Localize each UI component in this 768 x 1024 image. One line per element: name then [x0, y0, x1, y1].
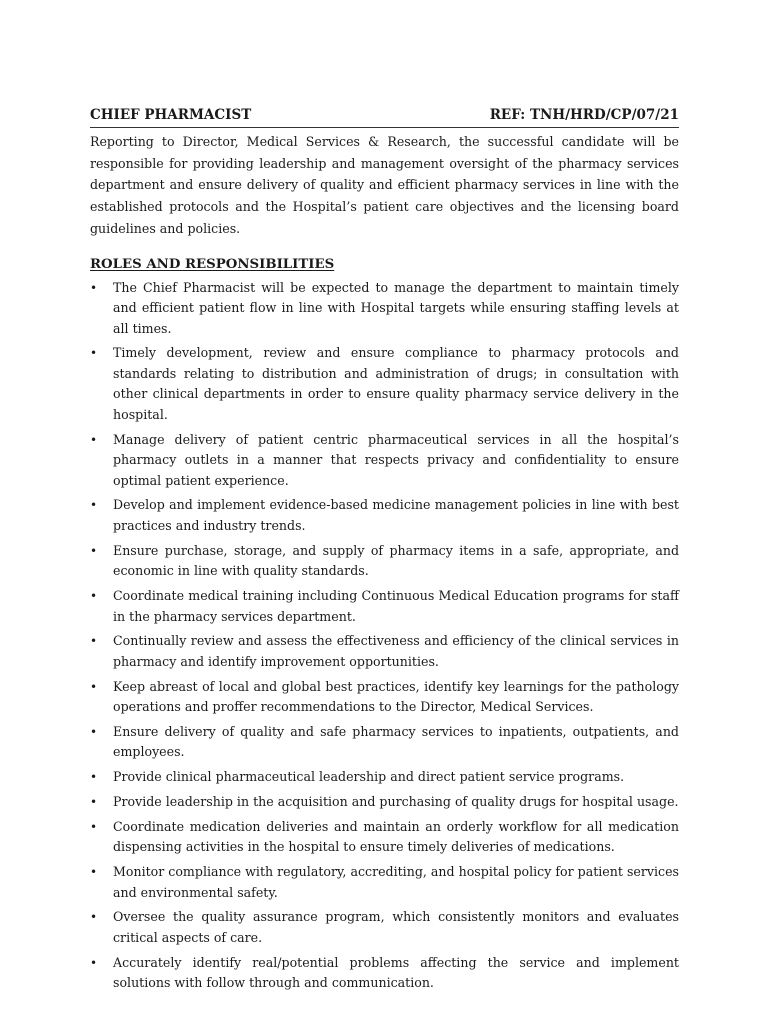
job-title: CHIEF PHARMACIST — [90, 107, 252, 123]
bullet-icon: • — [90, 346, 98, 361]
list-item-text: Timely development, review and ensure compliance to pharmacy protocols and standards relating to distribution and administration of drugs; in consultation with other clinical departments in order to ensure quality pharmacy service delivery in the hospital. — [113, 345, 679, 422]
bullet-icon: • — [90, 543, 98, 558]
list-item-text: Coordinate medical training including Continuous Medical Education programs for staff in the pharmacy services department. — [113, 588, 679, 624]
list-item — [90, 631, 679, 672]
list-item — [90, 817, 679, 858]
list-item-text: Coordinate medication deliveries and maintain an orderly workflow for all medication dispensing activities in the hospital to ensure timely deliveries of medications. — [113, 818, 679, 855]
list-item — [90, 278, 679, 340]
list-item-text: Ensure purchase, storage, and supply of pharmacy items in a safe, appropriate, and economic in line with quality standards. — [113, 542, 679, 579]
list-item — [90, 862, 679, 903]
list-item — [90, 541, 679, 582]
list-item — [90, 792, 679, 813]
roles-list — [90, 278, 679, 994]
list-item — [90, 343, 679, 425]
list-item — [90, 586, 679, 627]
list-item-text: Continually review and assess the effectiveness and efficiency of the clinical services in pharmacy and identify improvement opportunities. — [113, 633, 679, 669]
list-item-text: Provide clinical pharmaceutical leadership and direct patient service programs. — [113, 769, 625, 785]
intro-paragraph: Reporting to Director, Medical Services & Research, the successful candidate will be responsible for providing leadership and management oversight of the pharmacy services department and ensure delivery of quality and efficient pharmacy services in line with the established protocols and the Hospital’s patient care objectives and the licensing board guidelines and policies. — [90, 134, 679, 236]
bullet-icon: • — [90, 634, 98, 649]
list-item-text: Monitor compliance with regulatory, accrediting, and hospital policy for patient services and environmental safety. — [113, 864, 679, 900]
list-item — [90, 767, 679, 788]
list-item — [90, 495, 679, 536]
document-header — [90, 107, 679, 128]
list-item-text: Develop and implement evidence-based medicine management policies in line with best practices and industry trends. — [113, 497, 679, 533]
list-item — [90, 677, 679, 718]
list-item-text: Provide leadership in the acquisition and purchasing of quality drugs for hospital usage. — [113, 793, 679, 809]
job-reference: REF: TNH/HRD/CP/07/21 — [489, 107, 679, 123]
list-item-text: The Chief Pharmacist will be expected to manage the department to maintain timely and efficient patient flow in line with Hospital targets while ensuring staffing levels at all times. — [113, 279, 679, 336]
list-item-text: Ensure delivery of quality and safe pharmacy services to inpatients, outpatients, and employees. — [113, 723, 679, 760]
bullet-icon: • — [90, 794, 98, 809]
bullet-icon: • — [90, 498, 98, 513]
bullet-icon: • — [90, 955, 98, 970]
bullet-icon: • — [90, 865, 98, 880]
bullet-icon: • — [90, 432, 98, 447]
bullet-icon: • — [90, 589, 98, 603]
list-item-text: Manage delivery of patient centric pharmaceutical services in all the hospital’s pharmacy outlets in a manner that respects privacy and confidentiality to ensure optimal patient experience. — [113, 431, 679, 488]
list-item-text: Oversee the quality assurance program, which consistently monitors and evaluates critical aspects of care. — [113, 909, 679, 945]
bullet-icon: • — [90, 770, 98, 785]
roles-heading: ROLES AND RESPONSIBILITIES — [90, 256, 335, 272]
list-item — [90, 907, 679, 948]
bullet-icon: • — [90, 679, 98, 694]
list-item — [90, 722, 679, 763]
list-item — [90, 430, 679, 492]
bullet-icon: • — [90, 280, 98, 295]
list-item-text: Keep abreast of local and global best practices, identify key learnings for the pathology operations and proffer recommendations to the Director, Medical Services. — [113, 678, 679, 715]
bullet-icon: • — [90, 910, 98, 925]
list-item — [90, 953, 679, 994]
document-page — [90, 107, 679, 998]
list-item-text: Accurately identify real/potential problems affecting the service and implement solutions with follow through and communication. — [113, 954, 679, 991]
bullet-icon: • — [90, 724, 98, 739]
bullet-icon: • — [90, 819, 98, 834]
